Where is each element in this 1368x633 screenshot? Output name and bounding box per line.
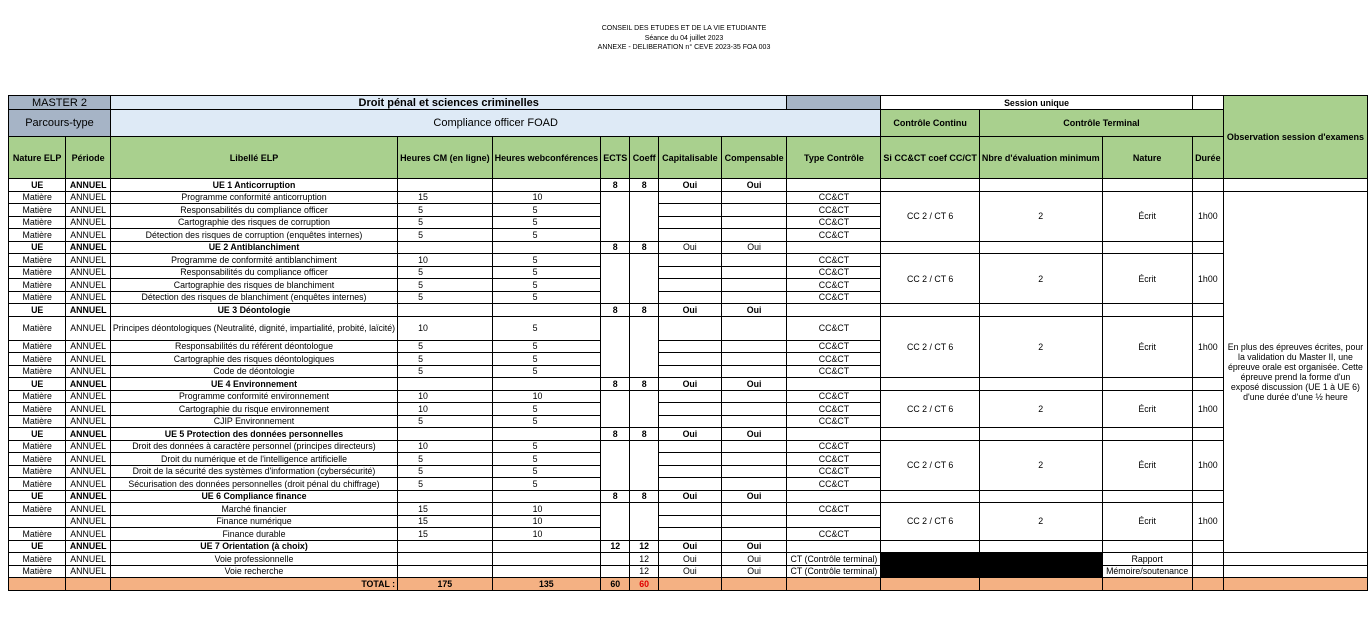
ue-row	[9, 428, 1368, 441]
col-ects: ECTS	[601, 137, 630, 179]
ue-capitalisable: Oui	[659, 428, 722, 441]
matiere-periode: ANNUEL	[66, 191, 111, 204]
matiere-label: Voie recherche	[110, 565, 397, 578]
matiere-type-controle: CT (Contrôle terminal)	[787, 553, 881, 566]
ue-ct-nature: Écrit	[1102, 503, 1192, 541]
matiere-heures-webconf: 5	[492, 465, 601, 478]
ue-nbre-evaluation: 2	[979, 390, 1102, 428]
matiere-type-controle: CC&CT	[787, 365, 881, 378]
matiere-label: Responsabilités du compliance officer	[110, 266, 397, 279]
col-capitalisable: Capitalisable	[659, 137, 722, 179]
matiere-nature: Matière	[9, 216, 66, 229]
ue-row	[9, 241, 1368, 254]
ue-nature: UE	[9, 540, 66, 553]
exam-rules-table	[8, 95, 1368, 591]
matiere-heures-webconf: 5	[492, 453, 601, 466]
matiere-nature	[9, 515, 66, 528]
ue-ct-nature: Écrit	[1102, 390, 1192, 428]
ue-ct-nature: Écrit	[1102, 254, 1192, 304]
matiere-label: Cartographie des risques de corruption	[110, 216, 397, 229]
matiere-heures-webconf: 5	[492, 478, 601, 491]
matiere-type-controle: CT (Contrôle terminal)	[787, 565, 881, 578]
matiere-heures-webconf: 5	[492, 316, 601, 340]
ue-label: UE 2 Antiblanchiment	[110, 241, 397, 254]
ue-ects: 8	[601, 428, 630, 441]
matiere-heures-webconf: 10	[492, 503, 601, 516]
matiere-heures-cm: 5	[398, 204, 493, 217]
matiere-type-controle: CC&CT	[787, 254, 881, 267]
ue-ects: 8	[601, 490, 630, 503]
matiere-periode: ANNUEL	[66, 353, 111, 366]
col-nbre-evaluation: Nbre d'évaluation minimum	[979, 137, 1102, 179]
matiere-label: Détection des risques de blanchiment (enquêtes internes)	[110, 291, 397, 304]
controle-continu-header: Contrôle Continu	[881, 110, 980, 137]
ue-ects: 8	[601, 241, 630, 254]
matiere-periode: ANNUEL	[66, 528, 111, 541]
matiere-periode: ANNUEL	[66, 365, 111, 378]
ue-label: UE 5 Protection des données personnelles	[110, 428, 397, 441]
matiere-periode: ANNUEL	[66, 478, 111, 491]
matiere-coeff: 12	[630, 553, 659, 566]
col-nature: Nature ELP	[9, 137, 66, 179]
ue-nbre-evaluation: 2	[979, 440, 1102, 490]
ue-coef-cc-ct: CC 2 / CT 6	[881, 503, 980, 541]
matiere-capitalisable: Oui	[659, 565, 722, 578]
matiere-heures-webconf: 10	[492, 191, 601, 204]
matiere-label: Programme conformité anticorruption	[110, 191, 397, 204]
total-ects: 60	[601, 578, 630, 591]
matiere-periode: ANNUEL	[66, 515, 111, 528]
ue-duree: 1h00	[1192, 503, 1223, 541]
ue-nbre-evaluation: 2	[979, 316, 1102, 378]
ue-nature: UE	[9, 378, 66, 391]
matiere-heures-cm: 5	[398, 229, 493, 242]
matiere-type-controle: CC&CT	[787, 340, 881, 353]
matiere-heures-webconf: 5	[492, 340, 601, 353]
parcours-name: Compliance officer FOAD	[110, 110, 880, 137]
matiere-heures-webconf: 5	[492, 254, 601, 267]
ue-nature: UE	[9, 428, 66, 441]
ue-nature: UE	[9, 241, 66, 254]
matiere-nature: Matière	[9, 503, 66, 516]
matiere-heures-webconf: 5	[492, 291, 601, 304]
matiere-nature: Matière	[9, 340, 66, 353]
matiere-type-controle: CC&CT	[787, 291, 881, 304]
header-session-date: Séance du 04 juillet 2023	[644, 34, 724, 42]
ue-duree: 1h00	[1192, 390, 1223, 428]
matiere-heures-cm: 15	[398, 503, 493, 516]
ue-row	[9, 490, 1368, 503]
matiere-type-controle: CC&CT	[787, 204, 881, 217]
ue-capitalisable: Oui	[659, 241, 722, 254]
col-coef-cc-ct: Si CC&CT coef CC/CT	[881, 137, 980, 179]
matiere-nature: Matière	[9, 279, 66, 292]
matiere-row	[9, 390, 1368, 403]
matiere-nature: Matière	[9, 316, 66, 340]
ue-compensable: Oui	[721, 378, 787, 391]
matiere-type-controle: CC&CT	[787, 403, 881, 416]
ue-row	[9, 378, 1368, 391]
matiere-coeff: 12	[630, 565, 659, 578]
ue-coef-cc-ct: CC 2 / CT 6	[881, 191, 980, 241]
matiere-label: Droit des données à caractère personnel (principes directeurs)	[110, 440, 397, 453]
matiere-nature: Matière	[9, 403, 66, 416]
matiere-periode: ANNUEL	[66, 279, 111, 292]
ue-periode: ANNUEL	[66, 378, 111, 391]
ue-periode: ANNUEL	[66, 490, 111, 503]
matiere-periode: ANNUEL	[66, 216, 111, 229]
ue-label: UE 7 Orientation (à choix)	[110, 540, 397, 553]
matiere-heures-webconf: 10	[492, 515, 601, 528]
ue-capitalisable: Oui	[659, 378, 722, 391]
redacted-block	[881, 553, 1102, 578]
matiere-heures-webconf: 5	[492, 353, 601, 366]
col-periode: Période	[66, 137, 111, 179]
ue-ct-nature: Écrit	[1102, 316, 1192, 378]
ue-compensable: Oui	[721, 179, 787, 192]
ue-capitalisable: Oui	[659, 490, 722, 503]
matiere-row	[9, 316, 1368, 340]
ue-ects: 8	[601, 304, 630, 317]
matiere-label: Finance numérique	[110, 515, 397, 528]
matiere-periode: ANNUEL	[66, 453, 111, 466]
ue-coeff: 8	[630, 378, 659, 391]
matiere-label: Cartographie des risques déontologiques	[110, 353, 397, 366]
ue-nbre-evaluation: 2	[979, 254, 1102, 304]
matiere-label: Finance durable	[110, 528, 397, 541]
ue-periode: ANNUEL	[66, 540, 111, 553]
parcours-label: Parcours-type	[9, 110, 111, 137]
matiere-heures-webconf: 5	[492, 266, 601, 279]
ue-ects: 12	[601, 540, 630, 553]
matiere-type-controle: CC&CT	[787, 229, 881, 242]
ue-coeff: 8	[630, 428, 659, 441]
ue-compensable: Oui	[721, 304, 787, 317]
matiere-heures-cm: 5	[398, 465, 493, 478]
matiere-heures-cm: 10	[398, 403, 493, 416]
matiere-label: Cartographie du risque environnement	[110, 403, 397, 416]
matiere-type-controle: CC&CT	[787, 353, 881, 366]
matiere-ct-nature: Rapport	[1102, 553, 1192, 566]
document-header	[0, 24, 1368, 53]
total-heures-cm: 175	[398, 578, 493, 591]
matiere-row	[9, 440, 1368, 453]
matiere-label: Programme de conformité antiblanchiment	[110, 254, 397, 267]
matiere-periode: ANNUEL	[66, 403, 111, 416]
matiere-heures-cm: 10	[398, 316, 493, 340]
ue-coeff: 12	[630, 540, 659, 553]
matiere-nature: Matière	[9, 191, 66, 204]
matiere-nature: Matière	[9, 254, 66, 267]
matiere-periode: ANNUEL	[66, 229, 111, 242]
matiere-heures-webconf: 5	[492, 204, 601, 217]
matiere-type-controle: CC&CT	[787, 266, 881, 279]
matiere-heures-webconf: 5	[492, 440, 601, 453]
matiere-row	[9, 191, 1368, 204]
matiere-nature: Matière	[9, 291, 66, 304]
matiere-heures-webconf: 5	[492, 216, 601, 229]
matiere-nature: Matière	[9, 465, 66, 478]
ue-nature: UE	[9, 490, 66, 503]
matiere-periode: ANNUEL	[66, 390, 111, 403]
ue-periode: ANNUEL	[66, 304, 111, 317]
matiere-heures-cm: 10	[398, 254, 493, 267]
master-level: MASTER 2	[9, 96, 111, 110]
col-heures-webconf: Heures webconférences	[492, 137, 601, 179]
matiere-periode: ANNUEL	[66, 440, 111, 453]
matiere-label: Cartographie des risques de blanchiment	[110, 279, 397, 292]
ue-duree: 1h00	[1192, 191, 1223, 241]
ue-compensable: Oui	[721, 540, 787, 553]
matiere-nature: Matière	[9, 453, 66, 466]
matiere-nature: Matière	[9, 229, 66, 242]
ue-label: UE 4 Environnement	[110, 378, 397, 391]
matiere-type-controle: CC&CT	[787, 316, 881, 340]
observation-text: En plus des épreuves écrites, pour la validation du Master II, une épreuve orale est organisée. Cette épreuve prend la forme d'un exposé discussion (UE 1 à UE 6) d'une durée d'une ½ heure	[1223, 191, 1367, 553]
matiere-heures-cm: 5	[398, 453, 493, 466]
matiere-heures-cm: 10	[398, 390, 493, 403]
matiere-capitalisable: Oui	[659, 553, 722, 566]
col-ct-nature: Nature	[1102, 137, 1192, 179]
ue-ects: 8	[601, 179, 630, 192]
matiere-heures-webconf: 5	[492, 229, 601, 242]
ue-coeff: 8	[630, 179, 659, 192]
matiere-type-controle: CC&CT	[787, 453, 881, 466]
matiere-row	[9, 254, 1368, 267]
total-row	[9, 578, 1368, 591]
matiere-periode: ANNUEL	[66, 204, 111, 217]
matiere-heures-cm: 5	[398, 266, 493, 279]
total-coeff: 60	[630, 578, 659, 591]
ue-capitalisable: Oui	[659, 540, 722, 553]
ue-label: UE 3 Déontologie	[110, 304, 397, 317]
matiere-type-controle: CC&CT	[787, 216, 881, 229]
total-label: TOTAL :	[110, 578, 397, 591]
header-annex: ANNEXE - DELIBERATION n° CEVE 2023-35 FOA 003	[597, 44, 771, 51]
matiere-label: Sécurisation des données personnelles (droit pénal du chiffrage)	[110, 478, 397, 491]
matiere-nature: Matière	[9, 365, 66, 378]
matiere-nature: Matière	[9, 204, 66, 217]
col-type-controle: Type Contrôle	[787, 137, 881, 179]
matiere-nature: Matière	[9, 353, 66, 366]
ue-duree: 1h00	[1192, 440, 1223, 490]
session-unique: Session unique	[881, 96, 1192, 110]
matiere-periode: ANNUEL	[66, 266, 111, 279]
matiere-heures-webconf: 5	[492, 365, 601, 378]
ue-label: UE 6 Compliance finance	[110, 490, 397, 503]
matiere-label: Détection des risques de corruption (enquêtes internes)	[110, 229, 397, 242]
matiere-heures-cm: 5	[398, 340, 493, 353]
matiere-heures-cm: 15	[398, 515, 493, 528]
matiere-heures-webconf: 5	[492, 403, 601, 416]
matiere-heures-cm: 5	[398, 478, 493, 491]
matiere-type-controle: CC&CT	[787, 478, 881, 491]
matiere-periode: ANNUEL	[66, 565, 111, 578]
matiere-type-controle	[787, 515, 881, 528]
matiere-heures-webconf: 5	[492, 415, 601, 428]
matiere-periode: ANNUEL	[66, 465, 111, 478]
matiere-label: Voie professionnelle	[110, 553, 397, 566]
ue-compensable: Oui	[721, 241, 787, 254]
matiere-nature: Matière	[9, 440, 66, 453]
ue-coeff: 8	[630, 304, 659, 317]
matiere-label: Marché financier	[110, 503, 397, 516]
observation-header: Observation session d'examens	[1223, 96, 1367, 179]
matiere-periode: ANNUEL	[66, 291, 111, 304]
matiere-nature: Matière	[9, 528, 66, 541]
matiere-heures-cm: 5	[398, 353, 493, 366]
ue-ct-nature: Écrit	[1102, 191, 1192, 241]
matiere-periode: ANNUEL	[66, 415, 111, 428]
ue-row	[9, 540, 1368, 553]
ue-coef-cc-ct: CC 2 / CT 6	[881, 254, 980, 304]
matiere-label: Programme conformité environnement	[110, 390, 397, 403]
matiere-compensable: Oui	[721, 565, 787, 578]
matiere-heures-cm: 10	[398, 440, 493, 453]
matiere-type-controle: CC&CT	[787, 390, 881, 403]
ue-coef-cc-ct: CC 2 / CT 6	[881, 316, 980, 378]
matiere-label: CJIP Environnement	[110, 415, 397, 428]
ue-ct-nature: Écrit	[1102, 440, 1192, 490]
ue-duree: 1h00	[1192, 254, 1223, 304]
ue-coef-cc-ct: CC 2 / CT 6	[881, 390, 980, 428]
matiere-heures-webconf: 10	[492, 390, 601, 403]
matiere-type-controle: CC&CT	[787, 415, 881, 428]
matiere-label: Responsabilités du compliance officer	[110, 204, 397, 217]
col-duree: Durée	[1192, 137, 1223, 179]
matiere-heures-cm: 5	[398, 216, 493, 229]
ue-periode: ANNUEL	[66, 179, 111, 192]
ue-row	[9, 179, 1368, 192]
matiere-periode: ANNUEL	[66, 503, 111, 516]
matiere-heures-cm: 5	[398, 365, 493, 378]
ue-nbre-evaluation: 2	[979, 191, 1102, 241]
matiere-type-controle: CC&CT	[787, 440, 881, 453]
matiere-label: Principes déontologiques (Neutralité, dignité, impartialité, probité, laïcité)	[110, 316, 397, 340]
matiere-nature: Matière	[9, 415, 66, 428]
matiere-type-controle: CC&CT	[787, 191, 881, 204]
header-council: CONSEIL DES ETUDES ET DE LA VIE ETUDIANTE	[601, 25, 767, 32]
matiere-periode: ANNUEL	[66, 553, 111, 566]
matiere-row	[9, 503, 1368, 516]
matiere-nature: Matière	[9, 565, 66, 578]
matiere-nature: Matière	[9, 390, 66, 403]
matiere-heures-webconf: 10	[492, 528, 601, 541]
col-libelle: Libellé ELP	[110, 137, 397, 179]
ue-coef-cc-ct: CC 2 / CT 6	[881, 440, 980, 490]
matiere-row	[9, 565, 1368, 578]
matiere-type-controle: CC&CT	[787, 503, 881, 516]
controle-terminal-header: Contrôle Terminal	[979, 110, 1223, 137]
matiere-periode: ANNUEL	[66, 316, 111, 340]
matiere-label: Droit du numérique et de l'intelligence artificielle	[110, 453, 397, 466]
matiere-type-controle: CC&CT	[787, 279, 881, 292]
matiere-nature: Matière	[9, 553, 66, 566]
col-heures-cm: Heures CM (en ligne)	[398, 137, 493, 179]
ue-coeff: 8	[630, 241, 659, 254]
ue-periode: ANNUEL	[66, 241, 111, 254]
matiere-type-controle: CC&CT	[787, 465, 881, 478]
ue-capitalisable: Oui	[659, 304, 722, 317]
matiere-label: Droit de la sécurité des systèmes d'information (cybersécurité)	[110, 465, 397, 478]
matiere-heures-cm: 5	[398, 279, 493, 292]
matiere-periode: ANNUEL	[66, 254, 111, 267]
matiere-heures-cm: 15	[398, 528, 493, 541]
matiere-periode: ANNUEL	[66, 340, 111, 353]
matiere-label: Code de déontologie	[110, 365, 397, 378]
ue-coeff: 8	[630, 490, 659, 503]
ue-compensable: Oui	[721, 428, 787, 441]
matiere-nature: Matière	[9, 478, 66, 491]
col-compensable: Compensable	[721, 137, 787, 179]
total-heures-webconf: 135	[492, 578, 601, 591]
ue-row	[9, 304, 1368, 317]
matiere-type-controle: CC&CT	[787, 528, 881, 541]
ue-nature: UE	[9, 179, 66, 192]
mention-title: Droit pénal et sciences criminelles	[110, 96, 787, 110]
matiere-heures-cm: 15	[398, 191, 493, 204]
ue-nbre-evaluation: 2	[979, 503, 1102, 541]
matiere-label: Responsabilités du référent déontologue	[110, 340, 397, 353]
ue-periode: ANNUEL	[66, 428, 111, 441]
matiere-heures-webconf: 5	[492, 279, 601, 292]
ue-duree: 1h00	[1192, 316, 1223, 378]
ue-label: UE 1 Anticorruption	[110, 179, 397, 192]
matiere-heures-cm: 5	[398, 291, 493, 304]
matiere-heures-cm: 5	[398, 415, 493, 428]
col-coeff: Coeff	[630, 137, 659, 179]
matiere-row	[9, 553, 1368, 566]
matiere-compensable: Oui	[721, 553, 787, 566]
ue-compensable: Oui	[721, 490, 787, 503]
ue-nature: UE	[9, 304, 66, 317]
ue-ects: 8	[601, 378, 630, 391]
matiere-ct-nature: Mémoire/soutenance	[1102, 565, 1192, 578]
ue-capitalisable: Oui	[659, 179, 722, 192]
matiere-nature: Matière	[9, 266, 66, 279]
